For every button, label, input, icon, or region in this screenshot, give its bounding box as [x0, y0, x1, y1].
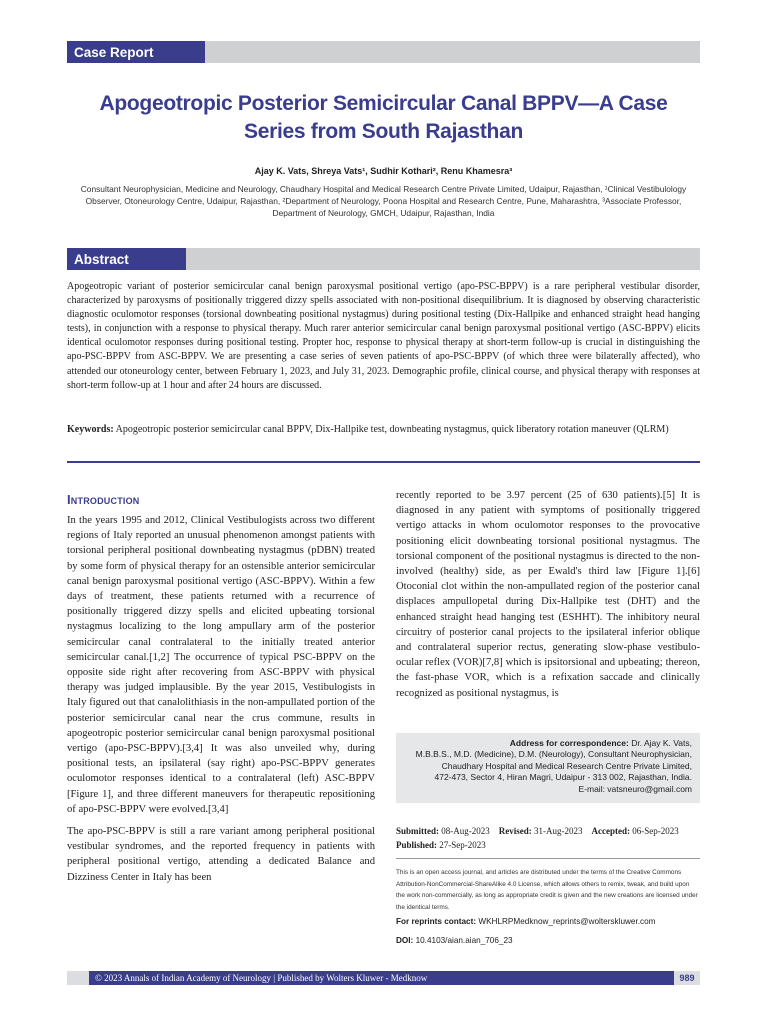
- reprints-label: For reprints contact:: [396, 917, 477, 926]
- abstract-bar: [67, 248, 700, 270]
- article-dates: [396, 824, 700, 852]
- correspondence-line: M.B.B.S., M.D. (Medicine), D.M. (Neurology), Consultant Neurophysician,: [415, 749, 692, 760]
- section-bar: [67, 41, 700, 63]
- right-paragraph-1: recently reported to be 3.97 percent (25 of 630 patients).[5] It is diagnosed in any patient with symptoms of positionally triggered vertigo attacks in whom oculomotor responses to the provocative positioning elicit downbeating torsional positional nystagmus. The torsional component of the positional nystagmus is directed to the non-involved (healthy) side, as per Ewald's third law [Figure 1].[6] Otoconial clot within the non-ampullated region of the posterior canal displaces ampullopetal during Dix-Hallpike test (DHT) and the enhanced straight head hanging test (ESHHT). The inhibitory neural circuitry of posterior canal projects to the ipsilateral inferior oblique and contralateral superior rectus, generating slow-phase vestibulo-ocular reflex (VOR)[7,8] which is ipsitorsional and upbeating; thereon, the fast-phase VOR, which is a refixation saccade and clinically recognized as positional nystagmus, is: [396, 490, 700, 699]
- left-column: [67, 513, 375, 885]
- introduction-heading: Introduction: [67, 492, 140, 507]
- keywords-text: Apogeotropic posterior semicircular canal BPPV, Dix-Hallpike test, downbeating nystagmus, quick liberatory rotation maneuver (QLRM): [115, 424, 669, 435]
- footer-text: © 2023 Annals of Indian Academy of Neurology | Published by Wolters Kluwer - Medknow: [95, 973, 428, 983]
- published-label: Published:: [396, 840, 438, 850]
- dates-divider: [396, 858, 700, 859]
- intro-paragraph-2: The apo-PSC-BPPV is still a rare variant among peripheral positional vestibular syndromes, and the reported frequency in patients with peripheral positional vertigo, attending a dedicated Balance and Dizziness Center in Italy has been: [67, 826, 375, 883]
- page-number: 989: [674, 971, 700, 985]
- correspondence-email[interactable]: E-mail: vatsneuro@gmail.com: [578, 783, 692, 794]
- accepted-date: 06-Sep-2023: [632, 826, 679, 836]
- submitted-label: Submitted:: [396, 826, 440, 836]
- correspondence-name: Dr. Ajay K. Vats,: [631, 738, 692, 748]
- revised-date: 31-Aug-2023: [534, 826, 583, 836]
- submitted-date: 08-Aug-2023: [441, 826, 490, 836]
- revised-label: Revised:: [498, 826, 532, 836]
- abstract-text: Apogeotropic variant of posterior semicircular canal benign paroxysmal positional vertigo (apo-PSC-BPPV) is a rare peripheral vestibular disorder, characterized by paroxysms of positionally triggered dizzy spells associated with non-positional disequilibrium. It is diagnosed by observing characteristic diagnostic oculomotor responses (torsional downbeating positional nystagmus) during positional testing (Dix-Hallpike and enhanced straight head hanging tests), in conjunction with a response to physical therapy. Much rarer anterior semicircular canal benign paroxysmal positional vertigo (ASC-BPPV) elicits identical oculomotor responses during positional testing. Propter hoc, response to physical therapy at short-term follow-up is crucial in distinguishing the apo-PSC-BPPV from ASC-BPPV. We are presenting a case series of seven patients of apo-PSC-BPPV (of which three were bilaterally affected), who attended our otoneurology center, between February 1, 2023, and July 31, 2023. Demographic profile, clinical course, and physical therapy with responses at short-term follow-up at 1 hour and after 24 hours are discussed.: [67, 281, 700, 391]
- reprints-contact: [396, 917, 700, 926]
- page-footer: [67, 971, 700, 985]
- intro-paragraph-1: In the years 1995 and 2012, Clinical Vestibulogists across two different regions of Italy reported an unusual phenomenon amongst patients with torsional peripheral positional downbeating nystagmus (pDBN) treated by some form of physical therapy for an ostensible anterior semicircular canal benign paroxysmal positional vertigo (ASC-BPPV). Within a few days of treatment, these patients returned with a recurrence of positionally triggered dizzy spells and elicited upbeating torsional nystagmus localizing to the long ampullary arm of the posterior semicircular canal contralateral to the initially treated anterior semicircular canal.[1,2] The occurrence of typical PSC-BPPV on the opposite side right after recovering from ASC-BPPV with physical therapy was judged implausible. By the year 2015, Vestibulogists in Italy figured out that canalolithiasis in the non-ampullated portion of the posterior semicircular canal near the crus commune, results in apogeotropic posterior semicircular canal benign paroxysmal positional vertigo (apo-PSC-BPPV).[3,4] It was also unveiled why, during positional tests, an ipsilateral (say right) apo-PSC-BPPV generates oculomotor responses identical to a contralateral (left) ASC-BPPV [Figure 1], and three different maneuvers for therapeutic repositioning of apo-PSC-BPPV were evolved.[3,4]: [67, 515, 375, 815]
- correspondence-line: Chaudhary Hospital and Medical Research Centre Private Limited,: [441, 760, 692, 771]
- published-date: 27-Sep-2023: [439, 840, 486, 850]
- abstract-heading: Abstract: [67, 248, 186, 270]
- doi-value[interactable]: 10.4103/aian.aian_706_23: [415, 936, 513, 945]
- reprints-email[interactable]: WKHLRPMedknow_reprints@wolterskluwer.com: [478, 917, 656, 926]
- correspondence-line: 472-473, Sector 4, Hiran Magri, Udaipur - 313 002, Rajasthan, India.: [434, 772, 692, 783]
- doi-label: DOI:: [396, 936, 414, 945]
- keywords-label: Keywords:: [67, 424, 114, 435]
- accepted-label: Accepted:: [591, 826, 630, 836]
- license-notice: This is an open access journal, and articles are distributed under the terms of the Creative Commons Attribution-NonCommercial-ShareAlike 4.0 License, which allows others to remix, tweak, and build upon the work non-commercially, as long as appropriate credit is given and the new creations are licensed under the identical terms.: [396, 869, 698, 911]
- affiliations: Consultant Neurophysician, Medicine and Neurology, Chaudhary Hospital and Medical Research Centre Private Limited, Udaipur, Rajasthan, ¹Clinical Vestibulology Observer, Otoneurology Centre, Udaipur, Rajasthan, ²Department of Neurology, Poona Hospital and Research Centre, Pune, Maharashtra, ³Associate Professor, Department of Neurology, GMCH, Udaipur, Rajasthan, India: [80, 184, 687, 218]
- keywords: [67, 423, 700, 437]
- correspondence-box: [396, 733, 700, 803]
- right-column: [396, 488, 700, 701]
- footer-accent: [67, 971, 89, 985]
- section-tag: Case Report: [67, 41, 205, 63]
- doi: [396, 936, 700, 945]
- author-list: Ajay K. Vats, Shreya Vats¹, Sudhir Kothari², Renu Khamesra³: [254, 166, 513, 176]
- article-title: Apogeotropic Posterior Semicircular Canal BPPV—A Case Series from South Rajasthan: [99, 92, 668, 143]
- section-divider: [67, 461, 700, 463]
- correspondence-label: Address for correspondence:: [509, 738, 629, 748]
